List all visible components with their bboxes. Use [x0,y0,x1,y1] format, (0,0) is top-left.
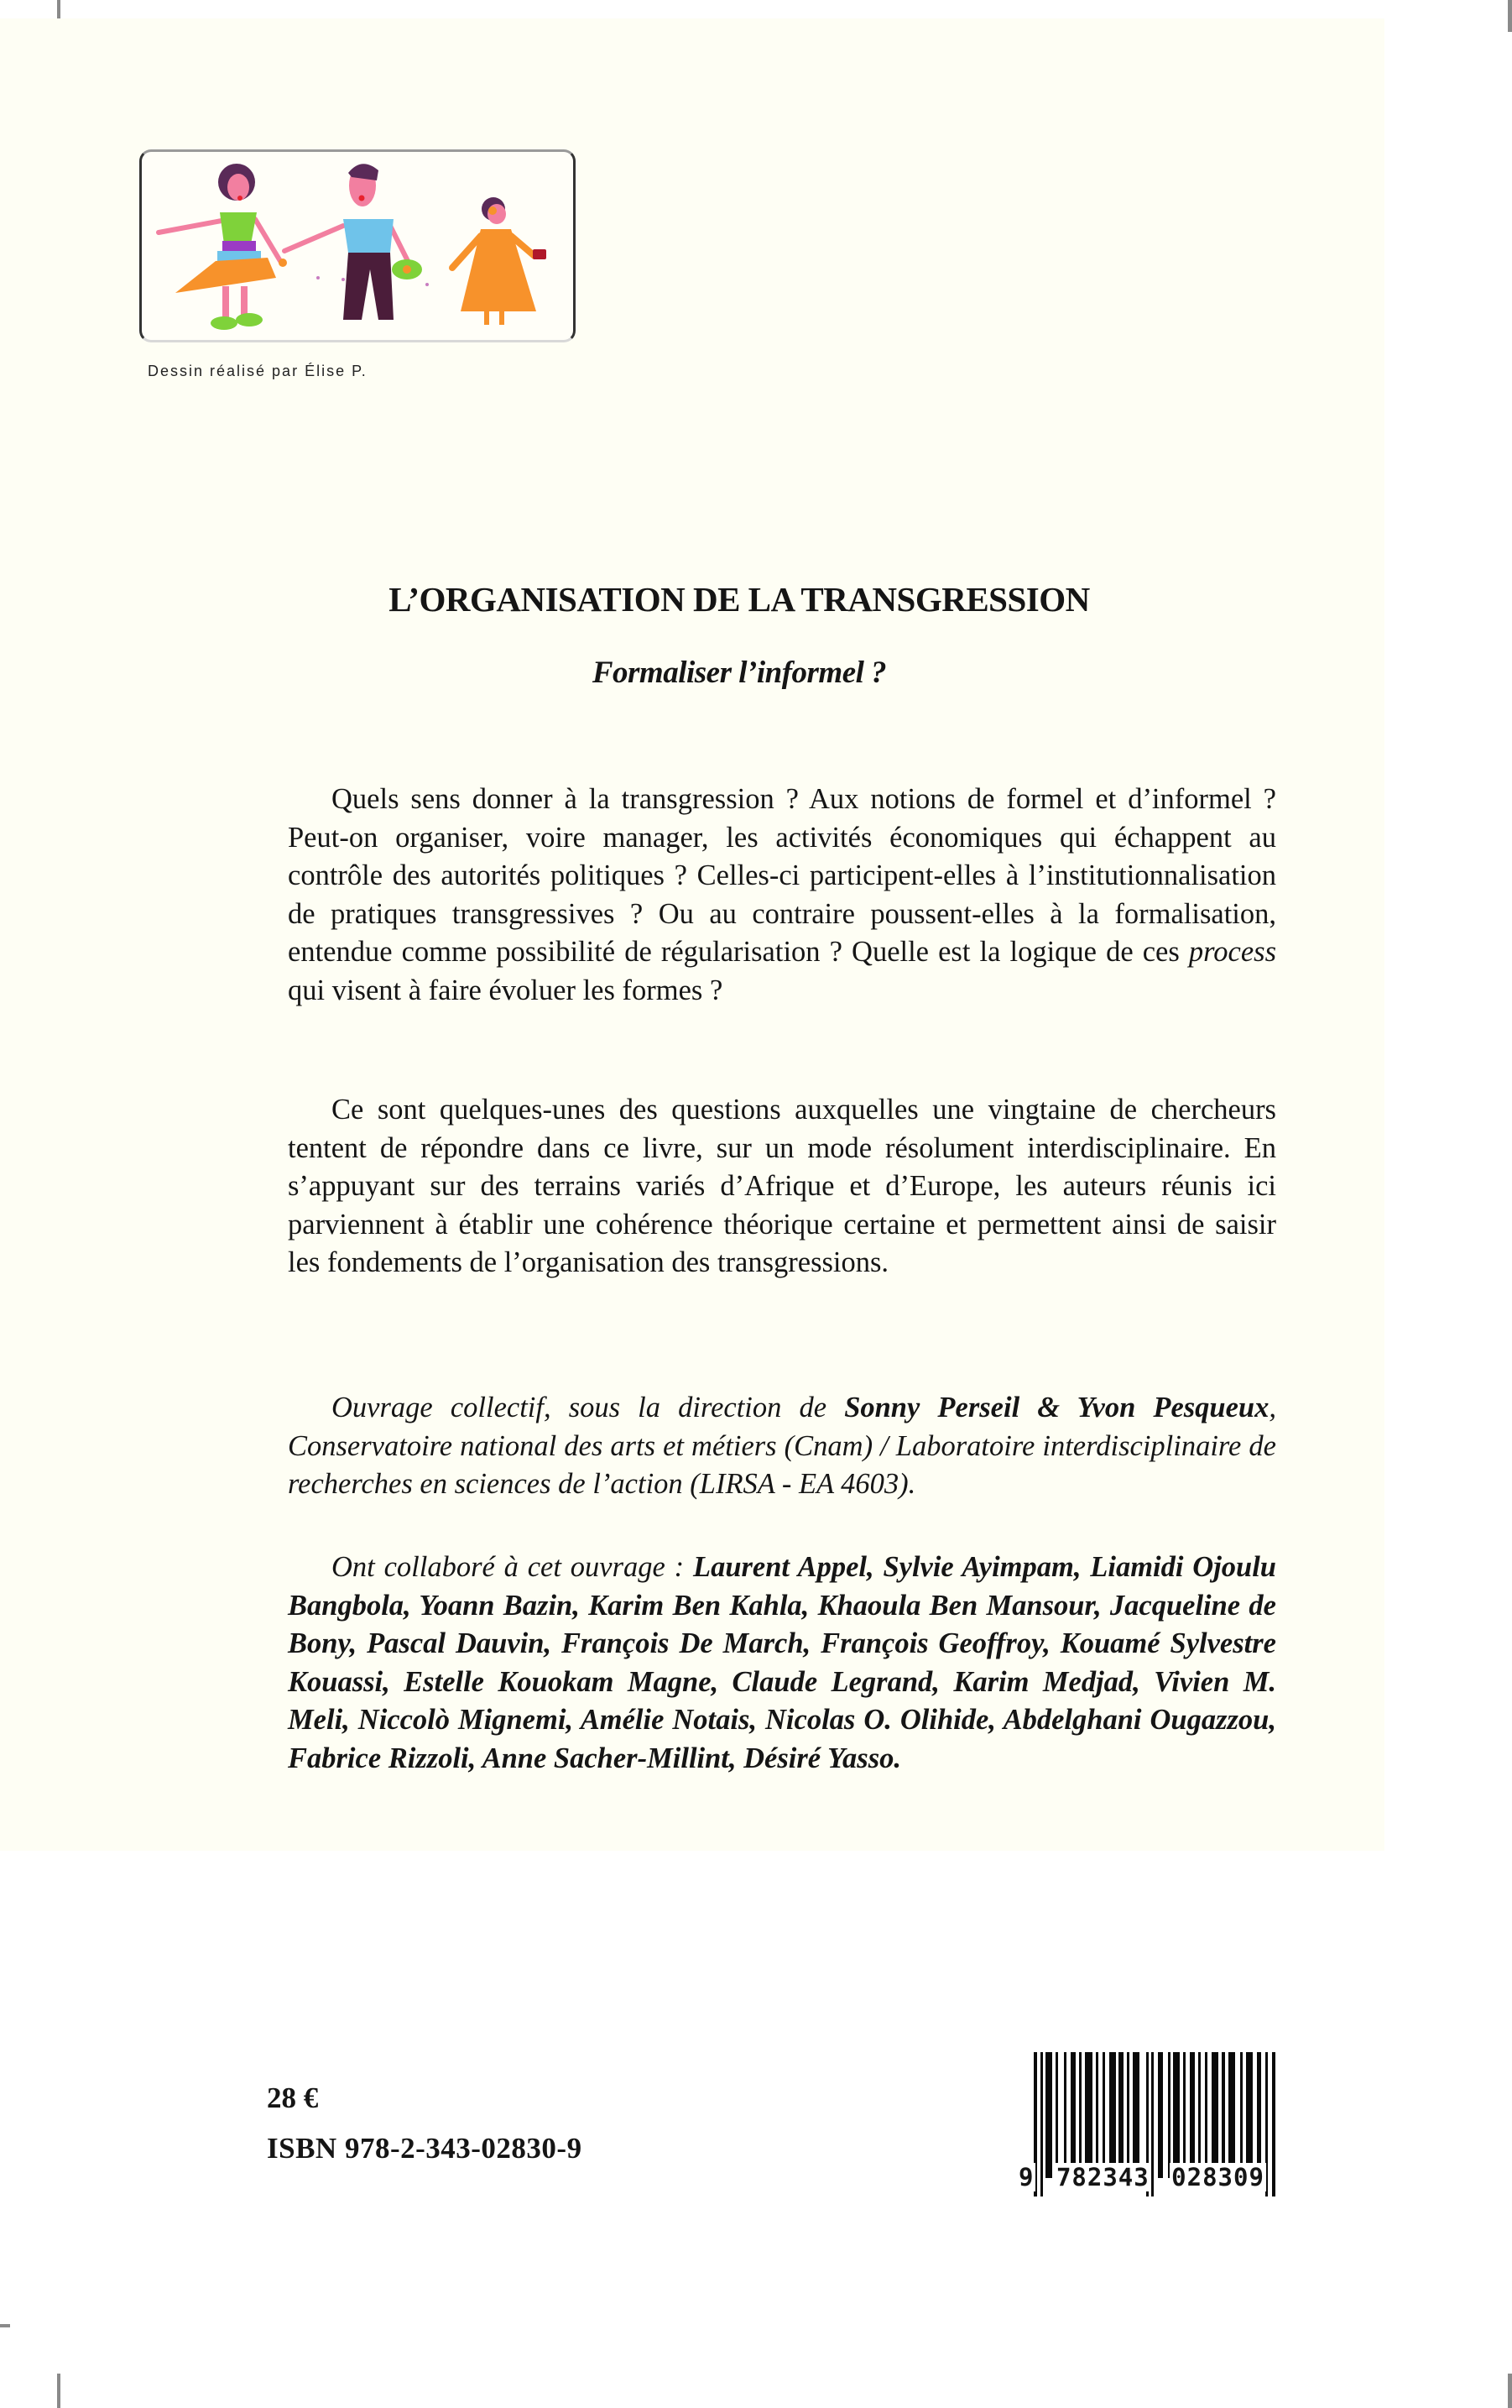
isbn: ISBN 978-2-343-02830-9 [267,2132,582,2165]
editors-affiliation: , Conservatoire national des arts et métiers (Cnam) / Laboratoire interdisciplinaire de recherches en sciences de l’action (LIRSA - EA 4603). [288,1392,1276,1500]
editors-paragraph [288,1389,1276,1504]
blurb-p1-italic-term: process [1188,936,1276,968]
blurb-p1-text-end: qui visent à faire évoluer les formes ? [288,974,723,1006]
barcode-right-group: 028309 [1171,2163,1264,2191]
barcode-first-digit: 9 [1019,2163,1035,2191]
contributors-paragraph [288,1549,1276,1778]
family-drawing-icon [142,152,573,340]
cover-illustration [139,149,576,342]
price: 28 € [267,2082,319,2114]
crop-mark-top-right-vertical [1508,0,1512,32]
crop-mark-bottom-left-horizontal [0,2324,10,2327]
barcode-left-group: 782343 [1056,2163,1150,2191]
book-subtitle: Formaliser l’informel ? [592,656,887,690]
blurb-paragraph-2 [288,1091,1276,1282]
editors-lead: Ouvrage collectif, sous la direction de [331,1392,845,1423]
blurb-paragraph-1 [288,781,1276,1010]
blurb-p1-text: Quels sens donner à la transgression ? Aux notions de formel et d’informel ? Peut-on organiser, voire manager, les activités économiques qui échappent au contrôle des autorités politiques ? Celles-ci participent-elles à l’institutionnalisation de pratiques transgressives ? Ou au contraire poussent-elles à la formalisation, entendue comme possibilité de régularisation ? Quelle est la logique de ces [288,783,1276,968]
editors-names: Sonny Perseil & Yvon Pesqueux [844,1392,1270,1423]
barcode-digits [1017,2163,1294,2191]
illustration-caption: Dessin réalisé par Élise P. [148,363,368,379]
contributors-names: Laurent Appel, Sylvie Ayimpam, Liamidi Ojoulu Bangbola, Yoann Bazin, Karim Ben Kahla, Khaoula Ben Mansour, Jacqueline de Bony, Pascal Dauvin, François De March, François Geoffroy, Kouamé Sylvestre Kouassi, Estelle Kouokam Magne, Claude Legrand, Karim Medjad, Vivien M. Meli, Niccolò Mignemi, Amélie Notais, Nicolas O. Olihide, Abdelghani Ougazzou, Fabrice Rizzoli, Anne Sacher-Millint, Désiré Yasso. [288,1551,1276,1774]
contributors-lead: Ont collaboré à cet ouvrage : [331,1551,693,1583]
blurb-p2-text: Ce sont quelques-unes des questions auxquelles une vingtaine de chercheurs tentent de répondre dans ce livre, sur un mode résolument interdisciplinaire. En s’appuyant sur des terrains variés d’Afrique et d’Europe, les auteurs réunis ici parviennent à établir une cohérence théorique certaine et permettent ainsi de saisir les fondements de l’organisation des transgressions. [288,1094,1276,1278]
crop-mark-bottom-left-vertical [57,2374,60,2408]
crop-mark-bottom-right-vertical [1508,2374,1512,2408]
book-title: L’ORGANISATION DE LA TRANSGRESSION [388,580,1090,619]
